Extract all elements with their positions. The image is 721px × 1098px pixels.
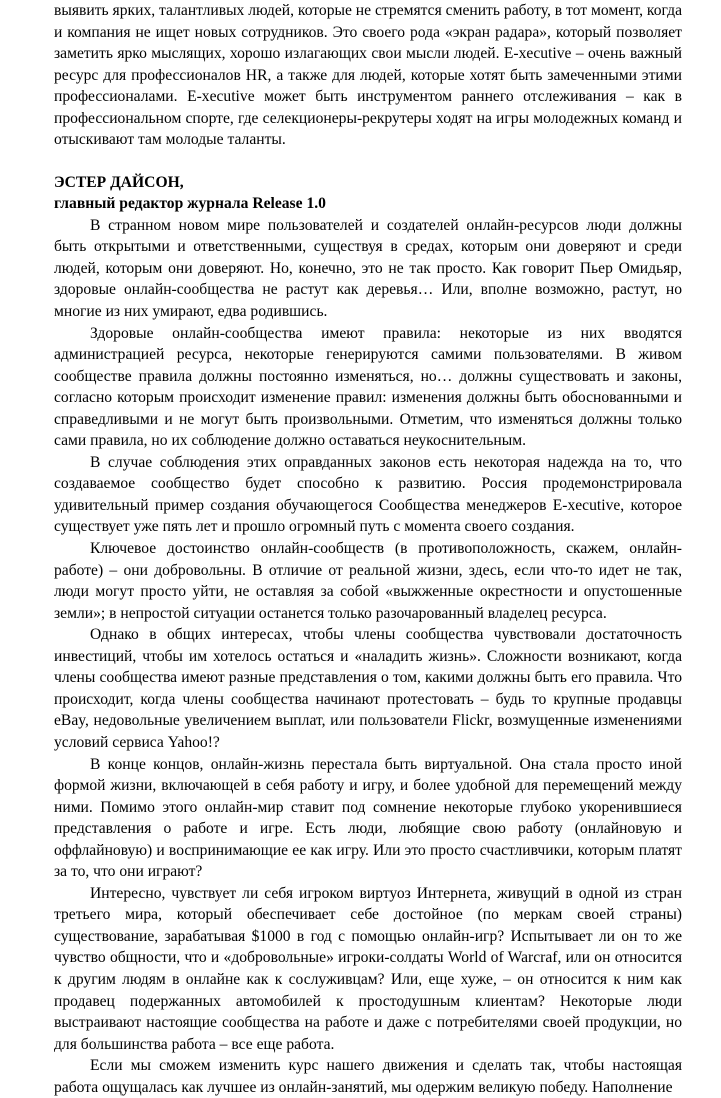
lead-paragraph: выявить ярких, талантливых людей, которые не стремятся сменить работу, в тот момент, когда и компания не ищет новых сотрудников. Это своего рода «экран радара», который позволяет заметить ярко мыслящих, хорошо излагающих свои мысли людей. E-xecutive – очень важный ресурс для профессионалов HR, а также для людей, которые хотят быть замеченными этими профессионалами. E-xecutive может быть инструментом раннего отслеживания – как в профессиональном спорте, где селекционеры-рекрутеры ходят на игры молодежных команд и отыскивают там молодые таланты. (54, 2, 682, 149)
body-paragraph: Однако в общих интересах, чтобы члены сообщества чувствовали достаточность инвестиций, чтобы им хотелось остаться и «наладить жизнь». Сложности возникают, когда члены сообщества имеют разные представления о том, какими должны быть его правила. Что происходит, когда члены сообщества начинают протестовать – будь то крупные продавцы eBay, недовольные увеличением выплат, или пользователи Flickr, возмущенные изменениями условий сервиса Yahoo!? (54, 626, 682, 751)
body-paragraph: В случае соблюдения этих оправданных законов есть некоторая надежда на то, что создаваемое сообщество будет способно к развитию. Россия продемонстрировала удивительный пример создания обучающегося Сообщества менеджеров E-xecutive, которое существует уже пять лет и прошло огромный путь с момента своего создания. (54, 453, 682, 536)
body-paragraph: В странном новом мире пользователей и создателей онлайн-ресурсов люди должны быть открытыми и ответственными, существуя в средах, которым они доверяют и среди людей, которым они доверяют. Но, конечно, это не так просто. Как говорит Пьер Омидьяр, здоровые онлайн-сообщества не растут как деревья… Или, вполне возможно, растут, но многие из них умирают, едва родившись. (54, 216, 682, 321)
body-paragraph: Интересно, чувствует ли себя игроком виртуоз Интернета, живущий в одной из стран третьего мира, который обеспечивает себе достойное (по меркам своей страны) существование, зарабатывая $1000 в год с помощью онлайн-игр? Испытывает ли он то же чувство общности, что и «добровольные» игроки-солдаты World of Warcraf, или он относится к другим людям в онлайне как к сослуживцам? Или, еще хуже, – он относится к ним как продавец подержанных автомобилей к простодушным клиентам? Некоторые люди выстраивают настоящие сообщества на работе и даже с потребителями своей продукции, но для большинства работа – все еще работа. (54, 884, 682, 1053)
author-name: ЭСТЕР ДАЙСОН, (54, 173, 184, 191)
body-paragraph: Ключевое достоинство онлайн-сообществ (в противоположность, скажем, онлайн-работе) – они добровольны. В отличие от реальной жизни, здесь, если что-то идет не так, люди могут просто уйти, не оставляя за собой «выжженные окрестности и опустошенные земли»; в непростой ситуации останется только разочарованный владелец ресурса. (54, 540, 682, 622)
author-heading (54, 172, 682, 215)
author-title: главный редактор журнала Release 1.0 (54, 195, 326, 213)
body-paragraph: Если мы сможем изменить курс нашего движения и сделать так, чтобы настоящая работа ощущалась как лучшее из онлайн-занятий, мы одержим великую победу. Наполнение (54, 1057, 682, 1096)
body-paragraph: В конце концов, онлайн-жизнь перестала быть виртуальной. Она стала просто иной формой жизни, включающей в себя работу и игру, и более удобной для перемещений между ними. Помимо этого онлайн-мир ставит под сомнение некоторые глубоко укоренившиеся представления о работе и игре. Есть люди, любящие свою работу (онлайновую и оффлайновую) и воспринимающие ее как игру. Или это просто счастливчики, которым платят за то, что они играют? (54, 755, 682, 881)
document-page (54, 0, 682, 1098)
body-paragraph: Здоровые онлайн-сообщества имеют правила: некоторые из них вводятся администрацией ресурса, некоторые генерируются самими пользователями. В живом сообществе правила должны постоянно изменяться, но… должны существовать и законы, согласно которым происходит изменение правил: изменения должны быть обоснованными и справедливыми и не могут быть произвольными. Отметим, что изменяться должны только сами правила, но их соблюдение должно оставаться неукоснительным. (54, 324, 682, 450)
